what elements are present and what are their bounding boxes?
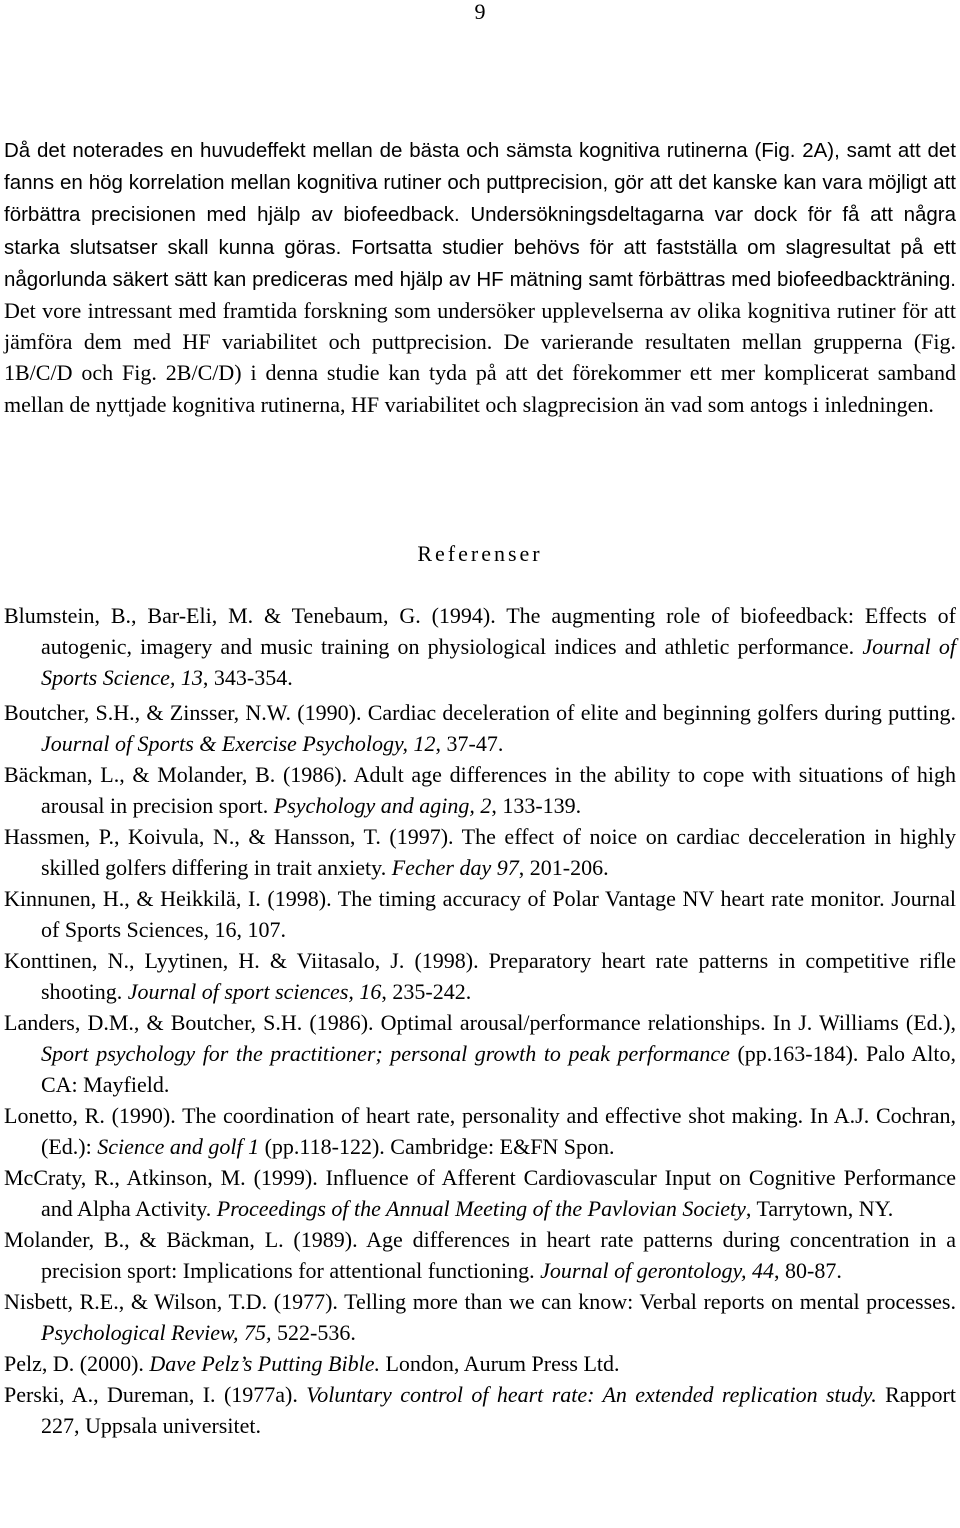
reference-item [4,821,956,883]
discussion-sentences-sans: Då det noterades en huvudeffekt mellan de bästa och sämsta kognitiva rutinerna (Fig. 2A), samt att det fanns en hög korrelation mellan kognitiva rutiner och puttprecision, gör att det kanske kan vara möjligt att förbättra precisionen med hjälp av biofeedback. Undersökningsdeltagarna var dock för få att några starka slutsatser skall kunna göras. Fortsatta studier behövs för att fastställa om slagresultat på ett någorlunda säkert sätt kan prediceras med hjälp av HF mätning samt förbättras med biofeedbackträning. [4,139,956,291]
reference-text: Pelz, D. (2000). [4,1351,150,1376]
reference-list [4,600,956,1441]
reference-source: Proceedings of the Annual Meeting of the Pavlovian Society [216,1196,746,1221]
reference-text: Molander, B., & Bäckman, L. (1989). Age differences in heart rate patterns during concentration in a precision sport: Implications for attentional functioning. [4,1227,956,1283]
reference-source: Journal of Sports Science, 13 [41,634,956,690]
reference-item [4,1348,956,1379]
reference-text: Bäckman, L., & Molander, B. (1986). Adult age differences in the ability to cope with situations of high arousal in precision sport. [4,762,956,818]
reference-text: Landers, D.M., & Boutcher, S.H. (1986). Optimal arousal/performance relationships. In J. Williams (Ed.), [4,1010,956,1035]
reference-pages: , 201-206. [518,855,609,880]
reference-source: Journal of gerontology, 44 [540,1258,775,1283]
reference-item [4,883,956,945]
reference-source: Dave Pelz’s Putting Bible. [149,1351,380,1376]
reference-item [4,697,956,759]
reference-text: Nisbett, R.E., & Wilson, T.D. (1977). Telling more than we can know: Verbal reports on mental processes. [4,1289,956,1314]
discussion-sentences-serif: Det vore intressant med framtida forskning som undersöker upplevelserna av olika kognitiva rutiner för att jämföra dem med HF variabilitet och puttprecision. De varierande resultaten mellan grupperna (Fig. 1B/C/D och Fig. 2B/C/D) i denna studie kan tyda på att det förekommer ett mer komplicerat samband mellan de nyttjade kognitiva rutinerna, HF variabilitet och slagprecision än vad som antogs i inledningen. [4,298,956,417]
reference-pages: (pp.163-184). Palo Alto, CA: Mayfield. [41,1041,956,1097]
reference-item [4,1379,956,1441]
reference-item [4,1007,956,1100]
reference-source: Journal of sport sciences, 16 [127,979,382,1004]
reference-source: Psychological Review, 75, [41,1320,272,1345]
reference-item [4,759,956,821]
reference-pages: , 235-242. [381,979,472,1004]
reference-text: Boutcher, S.H., & Zinsser, N.W. (1990). Cardiac deceleration of elite and beginning golfers during putting. [4,700,956,725]
reference-item [4,600,956,693]
reference-pages: 522-536. [271,1320,356,1345]
reference-pages: , 37-47. [435,731,504,756]
reference-text: Lonetto, R. (1990). The coordination of heart rate, personality and effective shot making. In A.J. Cochran, (Ed.): [4,1103,956,1159]
reference-text: Konttinen, N., Lyytinen, H. & Viitasalo, J. (1998). Preparatory heart rate patterns in competitive rifle shooting. [4,948,956,1004]
references-heading: Referenser [417,541,543,566]
page-number: 9 [474,0,486,24]
reference-pages: , Tarrytown, NY. [745,1196,894,1221]
reference-source: Voluntary control of heart rate: An extended replication study. [306,1382,877,1407]
reference-source: Psychology and aging, 2 [273,793,492,818]
reference-source: Science and golf 1 [97,1134,260,1159]
reference-text: Hassmen, P., Koivula, N., & Hansson, T. (1997). The effect of noice on cardiac decceleration in highly skilled golfers differing in trait anxiety. [4,824,956,880]
reference-item [4,1100,956,1162]
discussion-paragraph [4,134,956,420]
reference-pages: Rapport 227, Uppsala universitet. [41,1382,956,1438]
reference-item [4,1224,956,1286]
reference-text: Perski, A., Dureman, I. (1977a). [4,1382,307,1407]
reference-item [4,945,956,1007]
reference-item [4,1162,956,1224]
reference-pages: , 80-87. [774,1258,842,1283]
reference-pages: , 133-139. [491,793,582,818]
reference-source: Fecher day 97 [391,855,519,880]
reference-text: Blumstein, B., Bar-Eli, M. & Tenebaum, G. (1994). The augmenting role of biofeedback: Effects of autogenic, imagery and music training on physiological indices and athletic performance. [4,603,956,659]
reference-pages: London, Aurum Press Ltd. [379,1351,620,1376]
reference-text: McCraty, R., Atkinson, M. (1999). Influence of Afferent Cardiovascular Input on Cognitive Performance and Alpha Activity. [4,1165,956,1221]
reference-item [4,1286,956,1348]
reference-source: Sport psychology for the practitioner; personal growth to peak performance [41,1041,730,1066]
reference-pages: (pp.118-122). Cambridge: E&FN Spon. [259,1134,615,1159]
reference-pages: , 343-354. [202,665,293,690]
reference-source: Journal of Sports & Exercise Psychology, 12 [41,731,436,756]
reference-text: Kinnunen, H., & Heikkilä, I. (1998). The timing accuracy of Polar Vantage NV heart rate monitor. Journal of Sports Sciences, 16, 107. [4,886,956,942]
